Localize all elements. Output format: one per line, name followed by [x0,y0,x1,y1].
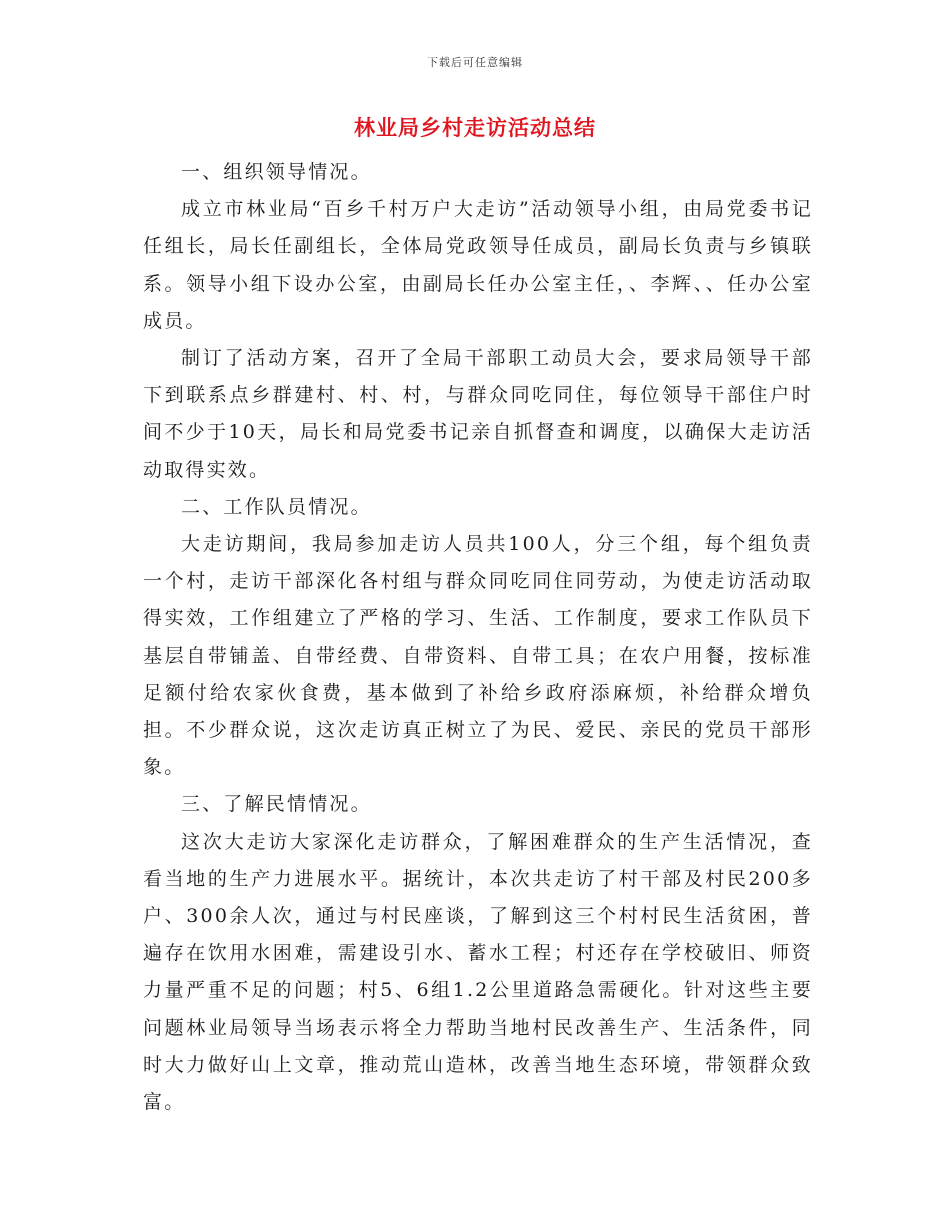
section-heading-conditions: 三、了解民情情况。 [181,793,372,816]
paragraph: 这次大走访大家深化走访群众，了解困难群众的生产生活情况，查看当地的生产力进展水平。据统计，本次共走访了村干部及村民200多户、300余人次，通过与村民座谈，了解到这三个村村民生活贫困，普遍存在饮用水困难，需建设引水、蓄水工程；村还存在学校破旧、师资力量严重不足的问题；村5、6组1.2公里道路急需硬化。针对这些主要问题林业局领导当场表示将全力帮助当地村民改善生产、生活条件，同时大力做好山上文章，推动荒山造林，改善当地生态环境，带领群众致富。 [143,830,813,1114]
section-heading-team: 二、工作队员情况。 [181,495,372,518]
document-title: 林业局乡村走访活动总结 [354,116,596,140]
section-heading-organization: 一、组织领导情况。 [181,161,372,183]
document-body [143,154,813,1121]
paragraph: 成立市林业局“百乡千村万户大走访”活动领导小组，由局党委书记任组长，局长任副组长，全体局党政领导任成员，副局长负责与乡镇联系。领导小组下设办公室，由副局长任办公室主任，、李辉、、任办公室成员。 [143,198,813,332]
paragraph: 制订了活动方案，召开了全局干部职工动员大会，要求局领导干部下到联系点乡群建村、村、村，与群众同吃同住，每位领导干部住户时间不少于10天，局长和局党委书记亲自抓督查和调度，以确保大走访活动取得实效。 [143,347,813,481]
header-note: 下载后可任意编辑 [427,56,523,69]
paragraph: 大走访期间，我局参加走访人员共100人，分三个组，每个组负责一个村，走访干部深化各村组与群众同吃同住同劳动，为使走访活动取得实效，工作组建立了严格的学习、生活、工作制度，要求工作队员下基层自带铺盖、自带经费、自带资料、自带工具；在农户用餐，按标准足额付给农家伙食费，基本做到了补给乡政府添麻烦，补给群众增负担。不少群众说，这次走访真正树立了为民、爱民、亲民的党员干部形象。 [143,533,813,779]
